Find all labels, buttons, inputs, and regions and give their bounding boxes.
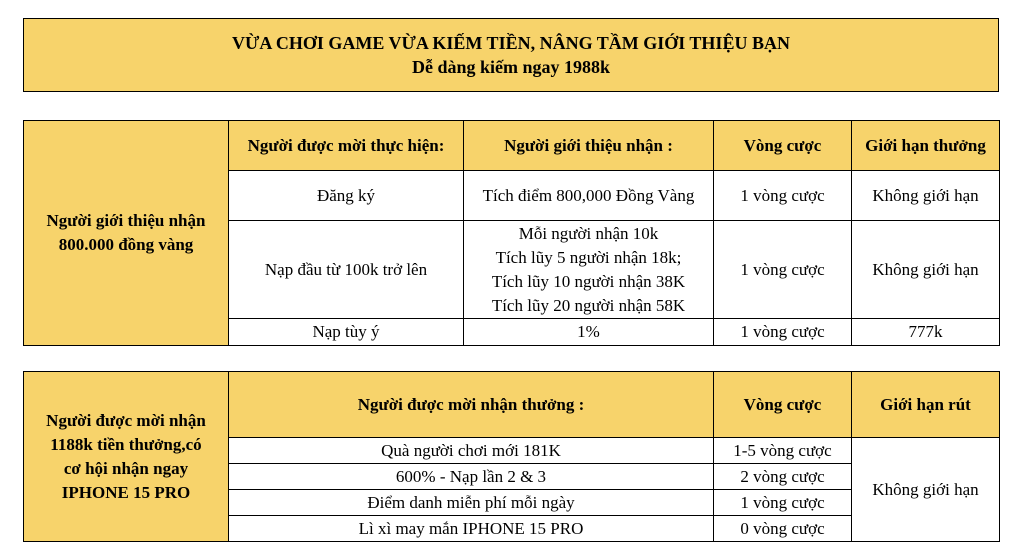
banner-title: VỪA CHƠI GAME VỪA KIẾM TIỀN, NÂNG TẦM GIỚI THIỆU BẠN <box>232 33 790 53</box>
referrer-side-label: Người giới thiệu nhận 800.000 đồng vàng <box>24 121 229 346</box>
reward-cell: 1% <box>464 319 714 346</box>
wager-cell: 1 vòng cược <box>714 490 852 516</box>
reward-cell: 600% - Nạp lần 2 & 3 <box>229 464 714 490</box>
wager-cell: 1 vòng cược <box>714 171 852 221</box>
limit-cell: 777k <box>852 319 1000 346</box>
wager-cell: 0 vòng cược <box>714 516 852 542</box>
header-invitee-action: Người được mời thực hiện: <box>229 121 464 171</box>
reward-cell: Điểm danh miễn phí mỗi ngày <box>229 490 714 516</box>
banner-subtitle: Dễ dàng kiếm ngay 1988k <box>411 57 611 77</box>
action-cell: Đăng ký <box>229 171 464 221</box>
invitee-rewards-table <box>23 371 1000 542</box>
limit-cell: Không giới hạn <box>852 171 1000 221</box>
header-reward-limit: Giới hạn thưởng <box>852 121 1000 171</box>
invitee-side-label: Người được mời nhận 1188k tiền thưởng,có cơ hội nhận ngay IPHONE 15 PRO <box>24 372 229 542</box>
reward-cell: Quà người chơi mới 181K <box>229 438 714 464</box>
withdraw-limit-cell: Không giới hạn <box>852 438 1000 542</box>
wager-cell: 1 vòng cược <box>714 221 852 319</box>
action-cell: Nạp tùy ý <box>229 319 464 346</box>
header-wager: Vòng cược <box>714 121 852 171</box>
limit-cell: Không giới hạn <box>852 221 1000 319</box>
reward-cell: Lì xì may mắn IPHONE 15 PRO <box>229 516 714 542</box>
referrer-rewards-table <box>23 120 1000 346</box>
wager-cell: 1 vòng cược <box>714 319 852 346</box>
header-referrer-receives: Người giới thiệu nhận : <box>464 121 714 171</box>
reward-cell: Mỗi người nhận 10k Tích lũy 5 người nhận 18k; Tích lũy 10 người nhận 38K Tích lũy 20 người nhận 58K <box>464 221 714 319</box>
header-wager: Vòng cược <box>714 372 852 438</box>
header-withdraw-limit: Giới hạn rút <box>852 372 1000 438</box>
promo-banner <box>23 18 999 92</box>
reward-cell: Tích điểm 800,000 Đồng Vàng <box>464 171 714 221</box>
wager-cell: 1-5 vòng cược <box>714 438 852 464</box>
wager-cell: 2 vòng cược <box>714 464 852 490</box>
action-cell: Nạp đầu từ 100k trở lên <box>229 221 464 319</box>
header-invitee-reward: Người được mời nhận thưởng : <box>229 372 714 438</box>
